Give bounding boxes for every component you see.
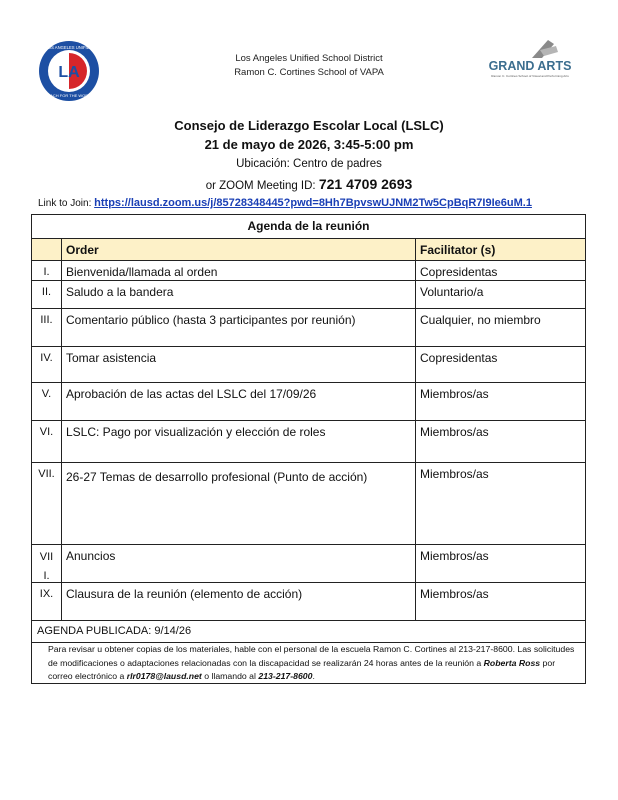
item-facilitator: Miembros/as xyxy=(420,549,489,563)
notice-contact-name: Roberta Ross xyxy=(483,657,541,668)
item-number: I. xyxy=(32,261,62,280)
item-number: V. xyxy=(32,383,62,420)
join-label: Link to Join: xyxy=(38,198,92,209)
location-label: Ubicación: xyxy=(236,158,290,170)
agenda-title-row xyxy=(32,215,585,239)
item-facilitator: Miembros/as xyxy=(420,467,489,481)
table-row xyxy=(32,463,585,545)
item-number: VII. xyxy=(32,463,62,544)
item-number: IV. xyxy=(32,347,62,382)
published-row xyxy=(32,621,585,643)
item-facilitator: Copresidentas xyxy=(420,265,498,279)
item-order: Saludo a la bandera xyxy=(62,281,416,308)
item-order: Tomar asistencia xyxy=(62,347,416,382)
table-row xyxy=(32,281,585,309)
school-name: Ramon C. Cortines School of VAPA xyxy=(234,67,384,78)
table-row xyxy=(32,347,585,383)
notice-text-3: o llamando al xyxy=(204,671,256,681)
lausd-logo-bottom-text: REACH FOR THE WORLD xyxy=(44,93,94,98)
accessibility-notice xyxy=(48,643,578,684)
grand-arts-subtitle: Ramon C. Cortines School of Visual and Performing Arts xyxy=(491,74,569,78)
item-facilitator: Copresidentas xyxy=(420,351,498,365)
notice-email[interactable]: rlr0178@lausd.net xyxy=(126,671,202,681)
item-facilitator: Cualquier, no miembro xyxy=(420,313,541,327)
table-row xyxy=(32,545,585,583)
table-row xyxy=(32,309,585,347)
item-order: Aprobación de las actas del LSLC del 17/09/26 xyxy=(62,383,416,420)
zoom-meeting-id xyxy=(0,176,618,192)
zoom-join-link[interactable]: https://lausd.zoom.us/j/85728348445?pwd=8Hh7BpvswUJNM2Tw5CpBqR7I9Ie6uM.1 xyxy=(94,197,532,209)
agenda-published-date: AGENDA PUBLICADA: 9/14/26 xyxy=(37,625,192,637)
item-facilitator: Miembros/as xyxy=(420,425,489,439)
header-order: Order xyxy=(62,239,416,260)
meeting-location xyxy=(0,158,618,170)
meeting-date: 21 de mayo de 2026, 3:45-5:00 pm xyxy=(204,137,414,152)
table-row xyxy=(32,261,585,281)
item-number: VIII. xyxy=(32,545,62,582)
agenda-title: Agenda de la reunión xyxy=(247,219,370,233)
item-number: IX. xyxy=(32,583,62,620)
grand-arts-wordmark: GRAND ARTS xyxy=(488,59,572,73)
item-number: VI. xyxy=(32,421,62,462)
item-order: LSLC: Pago por visualización y elección de roles xyxy=(62,421,416,462)
table-row xyxy=(32,421,585,463)
table-row xyxy=(32,383,585,421)
lausd-logo-top-text: LOS ANGELES UNIFIED xyxy=(45,45,93,50)
zoom-id-value: 721 4709 2693 xyxy=(318,176,413,192)
notice-text-2: por correo electrónico a xyxy=(48,657,556,681)
item-facilitator: Miembros/as xyxy=(420,387,489,401)
table-row xyxy=(32,583,585,621)
join-line xyxy=(38,197,532,209)
lausd-logo-letters: LA xyxy=(58,64,80,81)
item-order: 26-27 Temas de desarrollo profesional (Punto de acción) xyxy=(62,463,416,544)
item-order: Clausura de la reunión (elemento de acción) xyxy=(62,583,416,620)
item-number: II. xyxy=(32,281,62,308)
item-order: Bienvenida/llamada al orden xyxy=(62,261,416,280)
zoom-id-label: or ZOOM Meeting ID: xyxy=(205,180,316,192)
item-order: Anuncios xyxy=(62,545,416,582)
agenda-header-row xyxy=(32,239,585,261)
location-value: Centro de padres xyxy=(293,158,382,170)
item-facilitator: Voluntario/a xyxy=(420,285,484,299)
item-facilitator: Miembros/as xyxy=(420,587,489,601)
item-order: Comentario público (hasta 3 participantes por reunión) xyxy=(62,309,416,346)
notice-phone: 213-217-8600 xyxy=(258,671,313,681)
header-num-cell xyxy=(32,239,62,260)
item-number: III. xyxy=(32,309,62,346)
grand-arts-logo xyxy=(480,36,580,86)
meeting-title: Consejo de Liderazgo Escolar Local (LSLC) xyxy=(174,118,444,133)
header-facilitator: Facilitator (s) xyxy=(420,243,496,257)
notice-text-1: Para revisar u obtener copias de los materiales, hable con el personal de la escuela Ramon C. Cortines al 213-217-8600. Las solicitudes de modificaciones o adaptaciones relacionadas con la discapacidad se realizarán 24 horas antes de la reunión a xyxy=(48,644,575,668)
district-name: Los Angeles Unified School District xyxy=(235,53,383,64)
agenda-table xyxy=(31,214,586,684)
notice-text-4: . xyxy=(312,671,315,681)
